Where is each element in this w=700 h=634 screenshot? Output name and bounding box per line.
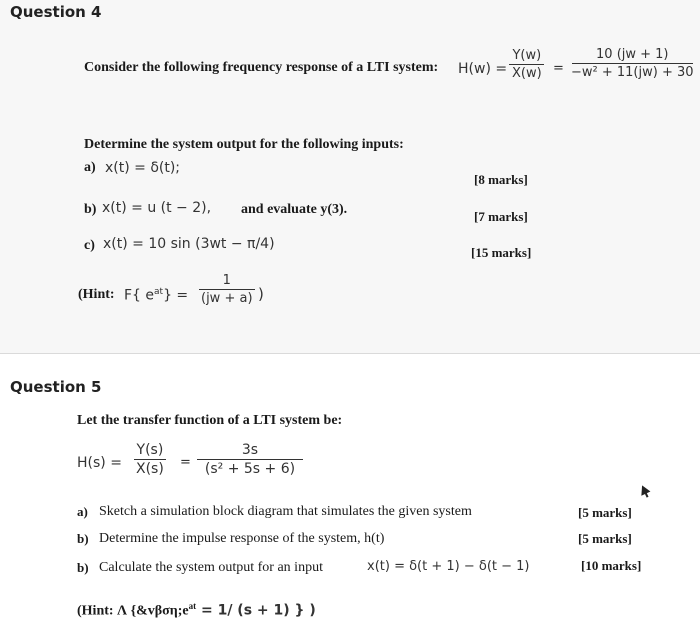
q4-prompt: Determine the system output for the following inputs: [84, 137, 404, 152]
q5-part-c-label: b) [77, 560, 89, 575]
q4-hint-fraction [198, 273, 256, 306]
q4-part-b-marks: [7 marks] [474, 209, 528, 224]
q5-hs-label: H(s) = [77, 455, 122, 471]
q5-hint-open: (Hint: Λ {&vβση;e [77, 603, 189, 619]
q4-part-b-extra: and evaluate y(3). [241, 202, 348, 217]
q4-hint-numerator: 1 [199, 273, 255, 290]
q5-part-b-text: Determine the impulse response of the system, h(t) [99, 531, 385, 546]
q4-hint-denominator: (jw + a) [201, 291, 253, 306]
q4-hw-label: H(w) = [458, 61, 508, 77]
q5-hint-sup: at [188, 601, 197, 611]
q5-hint-rest: = 1/ (s + 1) } ) [196, 602, 316, 619]
q5-transfer-fraction [197, 442, 303, 477]
question-5-heading: Question 5 [10, 378, 102, 396]
q4-fraction-yw-xw [509, 48, 545, 81]
q5-fraction-denominator: X(s) [136, 461, 164, 477]
q4-hint-sup: at [154, 287, 164, 297]
q5-fraction-numerator: Y(s) [134, 442, 167, 460]
q4-part-a-marks: [8 marks] [474, 172, 528, 187]
q5-part-c-expr: x(t) = δ(t + 1) − δ(t − 1) [367, 559, 530, 574]
q5-part-a-label: a) [77, 504, 88, 519]
q5-part-a-text: Sketch a simulation block diagram that simulates the given system [99, 504, 472, 519]
question-4-heading: Question 4 [10, 3, 102, 21]
q5-part-a-marks: [5 marks] [578, 505, 632, 520]
q4-hint-close: ) [258, 285, 264, 303]
q4-part-a-expr: x(t) = δ(t); [105, 160, 181, 176]
q4-part-c-marks: [15 marks] [471, 245, 532, 260]
question-5-panel [0, 354, 700, 634]
q4-part-a-label: a) [84, 160, 96, 175]
q4-transfer-fraction [568, 47, 697, 80]
q4-part-c-expr: x(t) = 10 sin (3wt − π/4) [103, 236, 275, 252]
q5-part-c-text: Calculate the system output for an input [99, 560, 323, 575]
q4-hint-rhs: } = [163, 287, 189, 304]
q4-part-c-label: c) [84, 238, 95, 253]
q4-part-b-expr: x(t) = u (t − 2), [102, 200, 212, 216]
q4-transfer-numerator: 10 (jw + 1) [572, 47, 693, 64]
q4-transfer-denominator: −w² + 11(jw) + 30 [571, 65, 694, 80]
q4-hint-open: (Hint: [78, 287, 115, 302]
q4-equals: = [553, 61, 564, 76]
q4-part-b-label: b) [84, 202, 97, 217]
q5-hint [77, 601, 316, 620]
q5-transfer-denominator: (s² + 5s + 6) [204, 461, 296, 477]
q5-part-b-marks: [5 marks] [578, 531, 632, 546]
q5-intro: Let the transfer function of a LTI system be: [77, 413, 343, 428]
q5-fraction-ys-xs [133, 442, 167, 477]
q4-fraction-denominator: X(w) [512, 66, 542, 81]
q5-part-c-marks: [10 marks] [581, 558, 642, 573]
q4-fraction-numerator: Y(w) [509, 48, 544, 65]
q5-part-b-label: b) [77, 531, 89, 546]
q5-equals: = [180, 455, 191, 470]
q4-hint-lhs [124, 287, 188, 304]
q5-transfer-numerator: 3s [197, 442, 303, 460]
q4-hint-lhs-text: F{ e [124, 287, 155, 304]
q4-intro: Consider the following frequency response of a LTI system: [84, 60, 439, 75]
